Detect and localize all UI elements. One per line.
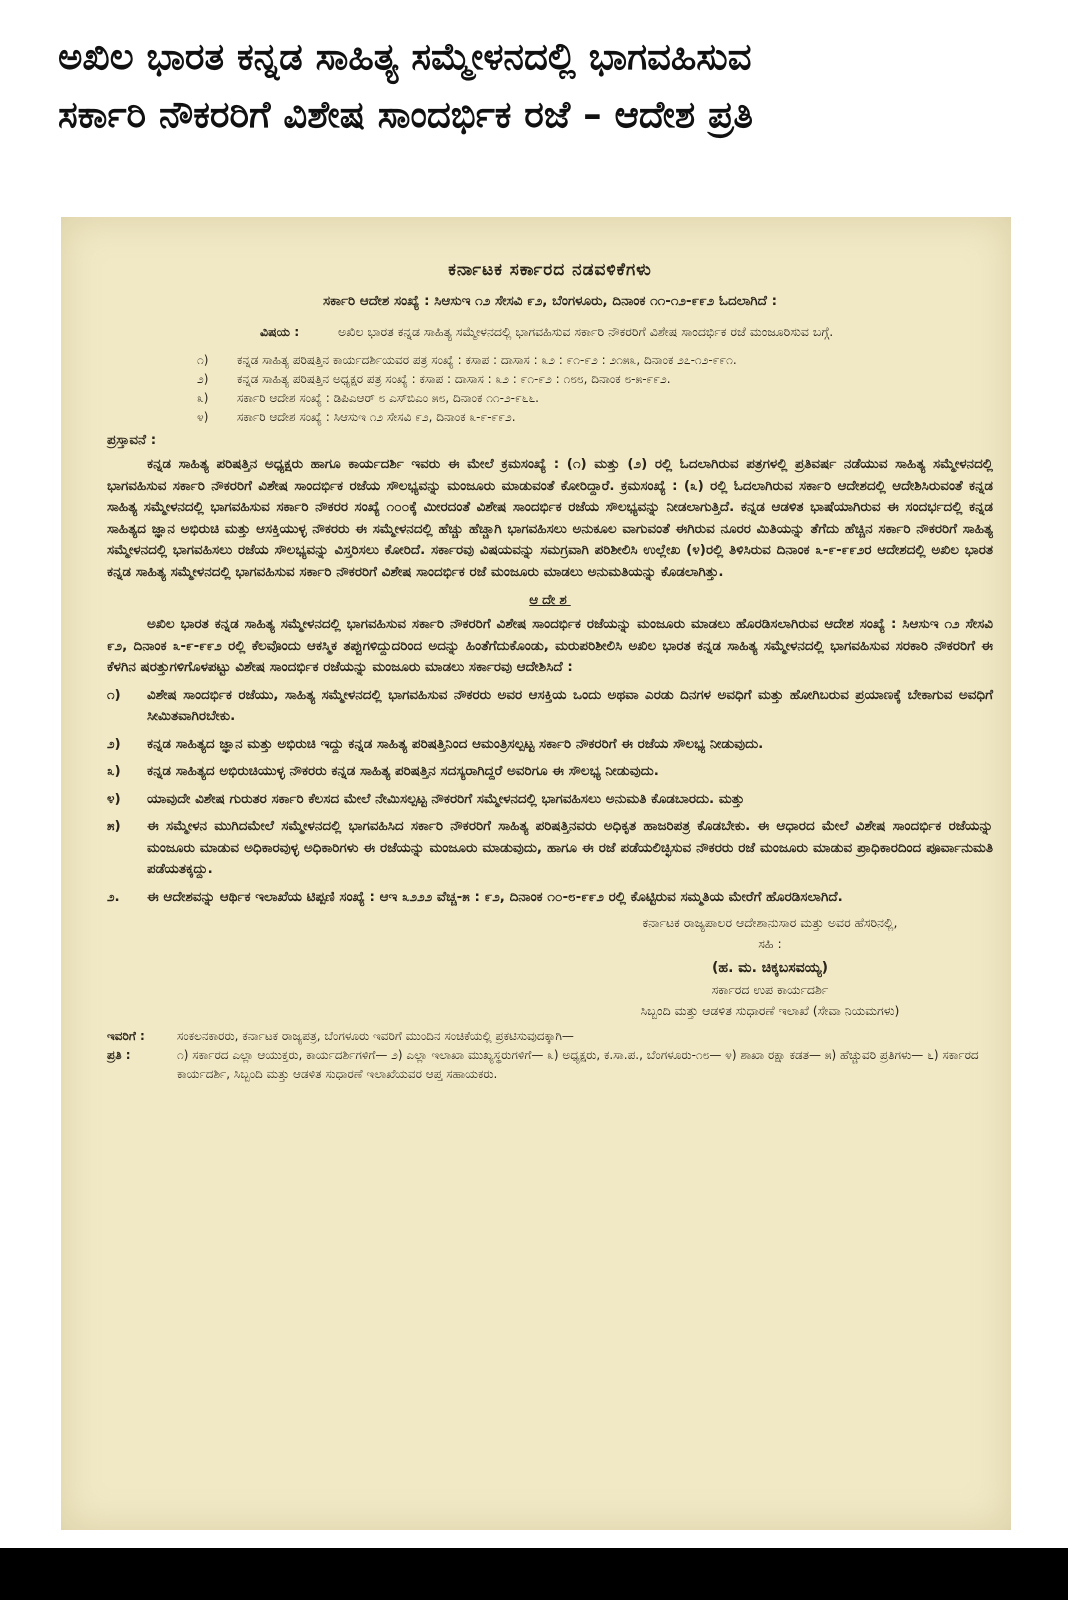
condition-item — [107, 685, 993, 728]
condition-item — [107, 816, 993, 881]
distribution-text: ಸಂಕಲನಕಾರರು, ಕರ್ನಾಟಕ ರಾಜ್ಯಪತ್ರ, ಬೆಂಗಳೂರು ಇವರಿಗೆ ಮುಂದಿನ ಸಂಚಿಕೆಯಲ್ಲಿ ಪ್ರಕಟಿಸುವುದಕ್ಕಾಗಿ— — [177, 1029, 574, 1043]
reference-text: ಕನ್ನಡ ಸಾಹಿತ್ಯ ಪರಿಷತ್ತಿನ ಕಾರ್ಯದರ್ಶಿಯವರ ಪತ್ರ ಸಂಖ್ಯೆ : ಕಸಾಪ : ದಾಸಾಸ : ೩೨ : ೯೧-೯೨ : ೨೧೫೩, ದಿನಾಂಕ ೨೭-೧೨-೯೯೧. — [237, 353, 737, 367]
headline — [58, 28, 1018, 144]
bottom-bar — [0, 1548, 1068, 1600]
distribution-row — [107, 1027, 993, 1046]
distribution-label: ಇವರಿಗೆ : — [107, 1029, 145, 1043]
condition-item — [107, 887, 993, 909]
order-number-line: ಸರ್ಕಾರಿ ಆದೇಶ ಸಂಖ್ಯೆ : ಸಿಆಸುಇ ೧೨ ಸೇಸವಿ ೯೨, ಬೆಂಗಳೂರು, ದಿನಾಂಕ ೧೧-೧೨-೯೯೨ ಓದಲಾಗಿದೆ : — [323, 293, 777, 309]
condition-item — [107, 761, 993, 783]
condition-number: ೨) — [107, 735, 121, 752]
condition-number: ೫) — [107, 818, 121, 834]
reference-item — [197, 408, 993, 427]
condition-number: ೨. — [107, 888, 120, 905]
signature-sign-label: ಸಹಿ : — [758, 936, 782, 951]
distribution-list — [107, 1027, 993, 1084]
signature-block — [547, 912, 993, 1021]
document-title: ಕರ್ನಾಟಕ ಸರ್ಕಾರದ ನಡವಳಿಕೆಗಳು — [448, 260, 652, 280]
headline-line-2: ಸರ್ಕಾರಿ ನೌಕರರಿಗೆ ವಿಶೇಷ ಸಾಂದರ್ಭಿಕ ರಜೆ – ಆದೇಶ ಪ್ರತಿ — [58, 93, 754, 136]
reference-number: ೪) — [197, 410, 209, 424]
reference-number: ೧) — [197, 353, 209, 367]
reference-item — [197, 370, 993, 389]
condition-text: ಕನ್ನಡ ಸಾಹಿತ್ಯದ ಅಭಿರುಚಿಯುಳ್ಳ ನೌಕರರು ಕನ್ನಡ ಸಾಹಿತ್ಯ ಪರಿಷತ್ತಿನ ಸದಸ್ಯರಾಗಿದ್ದರೆ ಅವರಿಗೂ ಈ ಸೌಲಭ್ಯ ನೀಡುವುದು. — [147, 763, 659, 779]
reference-number: ೨) — [197, 372, 209, 386]
subject-text: ಅಖಿಲ ಭಾರತ ಕನ್ನಡ ಸಾಹಿತ್ಯ ಸಮ್ಮೇಳನದಲ್ಲಿ ಭಾಗವಹಿಸುವ ಸರ್ಕಾರಿ ನೌಕರರಿಗೆ ವಿಶೇಷ ಸಾಂದರ್ಭಿಕ ರಜೆ ಮಂಜೂರಿಸುವ ಬಗ್ಗೆ. — [338, 324, 834, 339]
condition-text: ವಿಶೇಷ ಸಾಂದರ್ಭಿಕ ರಜೆಯು, ಸಾಹಿತ್ಯ ಸಮ್ಮೇಳನದಲ್ಲಿ ಭಾಗವಹಿಸುವ ನೌಕರರು ಅವರ ಆಸಕ್ತಿಯ ಒಂದು ಅಥವಾ ಎರಡು ದಿನಗಳ ಅವಧಿಗೆ ಮತ್ತು ಹೋಗಿಬರುವ ಪ್ರಯಾಣಕ್ಕೆ ಬೇಕಾಗುವ ಅವಧಿಗೆ ಸೀಮಿತವಾಗಿರಬೇಕು. — [147, 686, 993, 724]
condition-item — [107, 734, 993, 756]
condition-text: ಈ ಸಮ್ಮೇಳನ ಮುಗಿದಮೇಲೆ ಸಮ್ಮೇಳನದಲ್ಲಿ ಭಾಗವಹಿಸಿದ ಸರ್ಕಾರಿ ನೌಕರರಿಗೆ ಸಾಹಿತ್ಯ ಪರಿಷತ್ತಿನವರು ಅಧಿಕೃತ ಹಾಜರಿಪತ್ರ ಕೊಡಬೇಕು. ಈ ಆಧಾರದ ಮೇಲೆ ವಿಶೇಷ ಸಾಂದರ್ಭಿಕ ರಜೆಯನ್ನು ಮಂಜೂರು ಮಾಡುವ ಅಧಿಕಾರವುಳ್ಳ ಅಧಿಕಾರಿಗಳು ಈ ರಜೆಯನ್ನು ಮಂಜೂರು ಮಾಡುವುದು, ಹಾಗೂ ಈ ರಜೆ ಪಡೆಯಲಿಚ್ಛಿಸುವ ನೌಕರರು ರಜೆ ಮಂಜೂರು ಮಾಡುವ ಪ್ರಾಧಿಕಾರದಿಂದ ಪೂರ್ವಾನುಮತಿ ಪಡೆಯತಕ್ಕದ್ದು. — [147, 818, 993, 877]
references-list — [197, 351, 993, 427]
distribution-text: ೧) ಸರ್ಕಾರದ ಎಲ್ಲಾ ಆಯುಕ್ತರು, ಕಾರ್ಯದರ್ಶಿಗಳಿಗೆ— ೨) ಎಲ್ಲಾ ಇಲಾಖಾ ಮುಖ್ಯಸ್ಥರುಗಳಿಗೆ— ೩) ಅಧ್ಯಕ್ಷರು, ಕ.ಸಾ.ಪ., ಬೆಂಗಳೂರು-೧೮— ೪) ಶಾಖಾ ರಕ್ಷಾ ಕಡತ— ೫) ಹೆಚ್ಚುವರಿ ಪ್ರತಿಗಳು— ೬) ಸರ್ಕಾರದ ಕಾರ್ಯದರ್ಶಿ, ಸಿಬ್ಬಂದಿ ಮತ್ತು ಆಡಳಿತ ಸುಧಾರಣೆ ಇಲಾಖೆಯವರ ಆಪ್ತ ಸಹಾಯಕರು. — [177, 1048, 979, 1081]
reference-item — [197, 389, 993, 408]
signature-authority-line: ಕರ್ನಾಟಕ ರಾಜ್ಯಪಾಲರ ಆದೇಶಾನುಸಾರ ಮತ್ತು ಅವರ ಹೆಸರಿನಲ್ಲಿ, — [642, 915, 898, 930]
reference-text: ಕನ್ನಡ ಸಾಹಿತ್ಯ ಪರಿಷತ್ತಿನ ಅಧ್ಯಕ್ಷರ ಪತ್ರ ಸಂಖ್ಯೆ : ಕಸಾಪ : ದಾಸಾಸ : ೩೨ : ೯೧-೯೨ : ೧೮೮, ದಿನಾಂಕ ೮-೫-೯೯೨. — [237, 372, 671, 386]
order-heading: ಆದೇಶ — [529, 592, 571, 608]
condition-number: ೪) — [107, 790, 121, 807]
reference-text: ಸರ್ಕಾರಿ ಆದೇಶ ಸಂಖ್ಯೆ : ಸಿಆಸುಇ ೧೨ ಸೇಸವಿ ೯೨, ದಿನಾಂಕ ೩-೯-೯೯೨. — [237, 410, 516, 424]
condition-number: ೧) — [107, 686, 121, 703]
condition-text: ಕನ್ನಡ ಸಾಹಿತ್ಯದ ಜ್ಞಾನ ಮತ್ತು ಅಭಿರುಚಿ ಇದ್ದು ಕನ್ನಡ ಸಾಹಿತ್ಯ ಪರಿಷತ್ತಿನಿಂದ ಆಮಂತ್ರಿಸಲ್ಪಟ್ಟ ಸರ್ಕಾರಿ ನೌಕರರಿಗೆ ಈ ರಜೆಯ ಸೌಲಭ್ಯ ನೀಡುವುದು. — [147, 735, 764, 752]
reference-number: ೩) — [197, 391, 209, 405]
condition-text: ಈ ಆದೇಶವನ್ನು ಆರ್ಥಿಕ ಇಲಾಖೆಯ ಟಿಪ್ಪಣಿ ಸಂಖ್ಯೆ : ಆಇ ೩೨೨೨ ವೆಚ್ಚ-೫ : ೯೨, ದಿನಾಂಕ ೧೦-೮-೯೯೨ ರಲ್ಲಿ ಕೊಟ್ಟಿರುವ ಸಮ್ಮತಿಯ ಮೇರೆಗೆ ಹೊರಡಿಸಲಾಗಿದೆ. — [147, 888, 843, 905]
distribution-row — [107, 1046, 993, 1084]
condition-item — [107, 789, 993, 811]
signatory-department: ಸಿಬ್ಬಂದಿ ಮತ್ತು ಆಡಳಿತ ಸುಧಾರಣೆ ಇಲಾಖೆ (ಸೇವಾ ನಿಯಮಗಳು) — [640, 1003, 900, 1018]
subject — [260, 323, 993, 341]
order-paragraph: ಅಖಿಲ ಭಾರತ ಕನ್ನಡ ಸಾಹಿತ್ಯ ಸಮ್ಮೇಳನದಲ್ಲಿ ಭಾಗವಹಿಸುವ ಸರ್ಕಾರಿ ನೌಕರರಿಗೆ ವಿಶೇಷ ಸಾಂದರ್ಭಿಕ ರಜೆಯನ್ನು ಮಂಜೂರು ಮಾಡಲು ಹೊರಡಿಸಲಾಗಿರುವ ಆದೇಶ ಸಂಖ್ಯೆ : ಸಿಆಸುಇ ೧೨ ಸೇಸವಿ ೯೨, ದಿನಾಂಕ ೩-೯-೯೯೨ ರಲ್ಲಿ ಕೆಲವೊಂದು ಆಕಸ್ಮಿಕ ತಪ್ಪುಗಳಿದ್ದುದರಿಂದ ಅದನ್ನು ಹಿಂತೆಗೆದುಕೊಂಡು, ಮರುಪರಿಶೀಲಿಸಿ ಅಖಿಲ ಭಾರತ ಕನ್ನಡ ಸಾಹಿತ್ಯ ಸಮ್ಮೇಳನದಲ್ಲಿ ಭಾಗವಹಿಸುವ ಸರಕಾರಿ ನೌಕರರಿಗೆ ಈ ಕೆಳಗಿನ ಷರತ್ತುಗಳಿಗೊಳಪಟ್ಟು ವಿಶೇಷ ಸಾಂದರ್ಭಿಕ ರಜೆಯನ್ನು ಮಂಜೂರು ಮಾಡಲು ಸರ್ಕಾರವು ಆದೇಶಿಸಿದೆ : — [107, 616, 993, 675]
preamble-paragraph: ಕನ್ನಡ ಸಾಹಿತ್ಯ ಪರಿಷತ್ತಿನ ಅಧ್ಯಕ್ಷರು ಹಾಗೂ ಕಾರ್ಯದರ್ಶಿ ಇವರು ಈ ಮೇಲೆ ಕ್ರಮಸಂಖ್ಯೆ : (೧) ಮತ್ತು (೨) ರಲ್ಲಿ ಓದಲಾಗಿರುವ ಪತ್ರಗಳಲ್ಲಿ ಪ್ರತಿವರ್ಷ ನಡೆಯುವ ಸಾಹಿತ್ಯ ಸಮ್ಮೇಳನದಲ್ಲಿ ಭಾಗವಹಿಸುವ ಸರ್ಕಾರಿ ನೌಕರರಿಗೆ ವಿಶೇಷ ಸಾಂದರ್ಭಿಕ ರಜೆಯ ಸೌಲಭ್ಯವನ್ನು ಮಂಜೂರು ಮಾಡುವಂತೆ ಕೋರಿದ್ದಾರೆ. ಕ್ರಮಸಂಖ್ಯೆ : (೩) ರಲ್ಲಿ ಓದಲಾಗಿರುವ ಸರ್ಕಾರಿ ಆದೇಶದಲ್ಲಿ ಆದೇಶಿಸಿರುವಂತೆ ಕನ್ನಡ ಸಾಹಿತ್ಯ ಸಮ್ಮೇಳನದಲ್ಲಿ ಭಾಗವಹಿಸುವ ಸರ್ಕಾರಿ ನೌಕರರ ಸಂಖ್ಯೆ ೧೦೦ಕ್ಕೆ ಮೀರದಂತೆ ವಿಶೇಷ ಸಾಂದರ್ಭಿಕ ರಜೆಯ ಸೌಲಭ್ಯವನ್ನು ನೀಡಲಾಗುತ್ತಿದೆ. ಕನ್ನಡ ಆಡಳಿತ ಭಾಷೆಯಾಗಿರುವ ಈ ಸಂದರ್ಭದಲ್ಲಿ ಕನ್ನಡ ಸಾಹಿತ್ಯದ ಜ್ಞಾನ ಅಭಿರುಚಿ ಮತ್ತು ಆಸಕ್ತಿಯುಳ್ಳ ನೌಕರರು ಈ ಸಮ್ಮೇಳನದಲ್ಲಿ ಹೆಚ್ಚು ಹೆಚ್ಚಾಗಿ ಭಾಗವಹಿಸಲು ಅನುಕೂಲ ವಾಗುವಂತೆ ಈಗಿರುವ ನೂರರ ಮಿತಿಯನ್ನು ತೆಗೆದು ಹೆಚ್ಚಿನ ಸರ್ಕಾರಿ ನೌಕರರಿಗೆ ಸಾಹಿತ್ಯ ಸಮ್ಮೇಳನದಲ್ಲಿ ಭಾಗವಹಿಸಲು ರಜೆಯ ಸೌಲಭ್ಯವನ್ನು ವಿಸ್ತರಿಸಲು ಕೋರಿದೆ. ಸರ್ಕಾರವು ವಿಷಯವನ್ನು ಸಮಗ್ರವಾಗಿ ಪರಿಶೀಲಿಸಿ ಉಲ್ಲೇಖ (೪)ರಲ್ಲಿ ತಿಳಿಸಿರುವ ದಿನಾಂಕ ೩-೯-೯೯೨ರ ಆದೇಶದಲ್ಲಿ ಅಖಿಲ ಭಾರತ ಕನ್ನಡ ಸಾಹಿತ್ಯ ಸಮ್ಮೇಳನದಲ್ಲಿ ಭಾಗವಹಿಸುವ ಸರ್ಕಾರಿ ನೌಕರರಿಗೆ ವಿಶೇಷ ಸಾಂದರ್ಭಿಕ ರಜೆ ಮಂಜೂರು ಮಾಡಲು ಅನುಮತಿಯನ್ನು ಕೊಡಲಾಗಿತ್ತು. — [107, 456, 993, 580]
reference-text: ಸರ್ಕಾರಿ ಆದೇಶ ಸಂಖ್ಯೆ : ಡಿಪಿಎಆರ್ ೮ ಎಸ್‌ಬಿಎಂ ೫೮, ದಿನಾಂಕ ೧೧-೨-೯೬೬. — [237, 391, 539, 405]
condition-number: ೩) — [107, 763, 121, 779]
condition-text: ಯಾವುದೇ ವಿಶೇಷ ಗುರುತರ ಸರ್ಕಾರಿ ಕೆಲಸದ ಮೇಲೆ ನೇಮಿಸಲ್ಪಟ್ಟ ನೌಕರರಿಗೆ ಸಮ್ಮೇಳನದಲ್ಲಿ ಭಾಗವಹಿಸಲು ಅನುಮತಿ ಕೊಡಬಾರದು. ಮತ್ತು — [147, 790, 745, 807]
distribution-label: ಪ್ರತಿ : — [107, 1048, 131, 1062]
subject-label: ವಿಷಯ : — [260, 324, 300, 339]
government-order-document — [61, 217, 1011, 1530]
headline-line-1: ಅಖಿಲ ಭಾರತ ಕನ್ನಡ ಸಾಹಿತ್ಯ ಸಮ್ಮೇಳನದಲ್ಲಿ ಭಾಗವಹಿಸುವ — [58, 35, 752, 78]
signatory-name: (ಹ. ಮ. ಚಿಕ್ಕಬಸವಯ್ಯ) — [711, 960, 829, 976]
signatory-designation: ಸರ್ಕಾರದ ಉಪ ಕಾರ್ಯದರ್ಶಿ — [711, 982, 829, 997]
preamble-heading: ಪ್ರಸ್ತಾವನೆ : — [107, 432, 157, 448]
reference-item — [197, 351, 993, 370]
